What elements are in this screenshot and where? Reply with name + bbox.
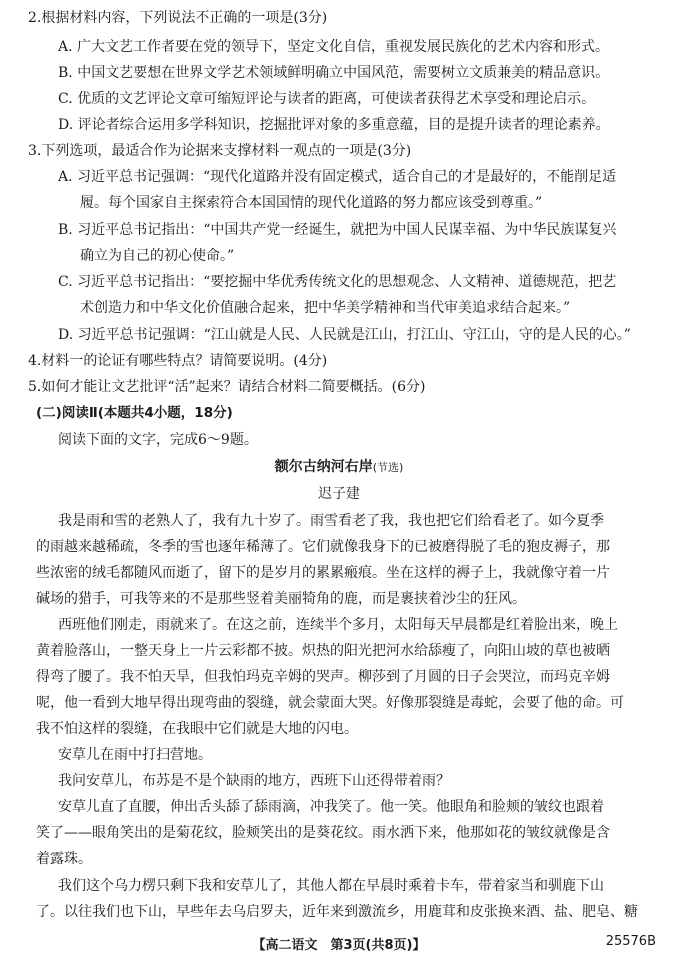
question-3-option-b-line1: B. 习近平总书记指出：“中国共产党一经诞生，就把为中国人民谋幸福、为中华民族谋复兴 xyxy=(58,222,617,238)
passage-line: 安草儿直了直腰，伸出舌头舔了舔雨滴，冲我笑了。他一笑。他眼角和脸颊的皱纹也跟着 xyxy=(58,799,604,815)
question-3-option-d: D. 习近平总书记强调：“江山就是人民、人民就是江山，打江山、守江山，守的是人民的心。” xyxy=(58,327,631,343)
passage-line: 我是雨和雪的老熟人了，我有九十岁了。雨雪看老了我，我也把它们给看老了。如今夏季 xyxy=(58,513,604,529)
question-3-option-c-line1: C. 习近平总书记指出：“要挖掘中华优秀传统文化的思想观念、人文精神、道德规范，把艺 xyxy=(58,274,617,290)
passage-line: 的雨越来越稀疏，冬季的雪也逐年稀薄了。它们就像我身下的已被磨得脱了毛的狍皮褥子，那 xyxy=(36,539,610,555)
passage-line: 着露珠。 xyxy=(36,851,92,867)
passage-line: 西班他们刚走，雨就来了。在这之前，连续半个多月，太阳每天早晨都是红着脸出来，晚上 xyxy=(58,617,618,633)
question-3-option-a-line1: A. 习近平总书记强调：“现代化道路并没有固定模式，适合自己的才是最好的，不能削足适 xyxy=(58,169,617,185)
section-2-heading: (二)阅读Ⅱ(本题共4小题，18分) xyxy=(36,405,233,421)
question-5: 5.如何才能让文艺批评“活”起来？请结合材料二简要概括。(6分) xyxy=(28,379,426,395)
question-3-option-b-line2: 确立为自己的初心使命。” xyxy=(80,248,235,264)
passage-line: 我问安草儿，布苏是不是个缺雨的地方，西班下山还得带着雨？ xyxy=(58,773,450,789)
question-2-option-b: B. 中国文艺要想在世界文学艺术领域鲜明确立中国风范，需要树立文质兼美的精品意识。 xyxy=(58,65,610,81)
passage-line: 笑了——眼角笑出的是菊花纹，脸颊笑出的是葵花纹。雨水洒下来，他那如花的皱纹就像是含 xyxy=(36,825,610,841)
passage-line: 呢，他一看到大地早得出现弯曲的裂缝，就会蒙面大哭。好像那裂缝是毒蛇，会要了他的命。可 xyxy=(36,695,624,711)
passage-line: 碱场的猎手，可我等来的不是那些竖着美丽犄角的鹿，而是裹挟着沙尘的狂风。 xyxy=(36,591,526,607)
page-footer xyxy=(0,934,678,956)
passage-line: 了。以往我们也下山，早些年去乌启罗夫，近年来到激流乡，用鹿茸和皮张换来酒、盐、肥皂、糖 xyxy=(36,904,638,920)
question-3-option-a-line2: 履。每个国家自主探索符合本国国情的现代化道路的努力都应该受到尊重。” xyxy=(80,195,543,211)
passage-line: 黄着脸落山，一整天身上一片云彩都不披。炽热的阳光把河水给舔瘦了，向阳山坡的草也被晒 xyxy=(36,643,610,659)
question-2-stem: 2.根据材料内容，下列说法不正确的一项是(3分) xyxy=(28,10,328,26)
passage-title-note: (节选) xyxy=(372,461,404,474)
footer-exam-code: 25576B xyxy=(605,934,656,949)
footer-page-label: 【高二语文 第3页(共8页)】 xyxy=(252,938,426,953)
passage-line: 些浓密的绒毛都随风而逝了，留下的是岁月的累累瘢痕。坐在这样的褥子上，我就像守着一片 xyxy=(36,565,610,581)
question-3-option-c-line2: 术创造力和中华文化价值融合起来，把中华美学精神和当代审美追求结合起来。” xyxy=(80,300,571,316)
passage-line: 安草儿在雨中打扫营地。 xyxy=(58,747,212,763)
question-2-option-c: C. 优质的文艺评论文章可缩短评论与读者的距离，可使读者获得艺术享受和理论启示。 xyxy=(58,91,596,107)
section-2-instruction: 阅读下面的文字，完成6～9题。 xyxy=(58,432,258,448)
question-2-option-d: D. 评论者综合运用多学科知识，挖掘批评对象的多重意蕴，目的是提升读者的理论素养。 xyxy=(58,117,610,133)
passage-line: 得弯了腰了。我不怕天旱，但我怕玛克辛姆的哭声。柳莎到了月圆的日子会哭泣，而玛克辛姆 xyxy=(36,669,610,685)
passage-author: 迟子建 xyxy=(318,486,360,502)
passage-line: 我们这个乌力楞只剩下我和安草儿了，其他人都在早晨时乘着卡车，带着家当和驯鹿下山 xyxy=(58,878,604,894)
passage-title xyxy=(0,457,678,478)
passage-title-text: 额尔古纳河右岸 xyxy=(274,459,373,475)
question-4: 4.材料一的论证有哪些特点？请简要说明。(4分) xyxy=(28,353,328,369)
passage-line: 我不怕这样的裂缝，在我眼中它们就是大地的闪电。 xyxy=(36,721,358,737)
question-2-option-a: A. 广大文艺工作者要在党的领导下，坚定文化自信，重视发展民族化的艺术内容和形式。 xyxy=(58,39,610,55)
question-3-stem: 3.下列选项，最适合作为论据来支撑材料一观点的一项是(3分) xyxy=(28,143,412,159)
